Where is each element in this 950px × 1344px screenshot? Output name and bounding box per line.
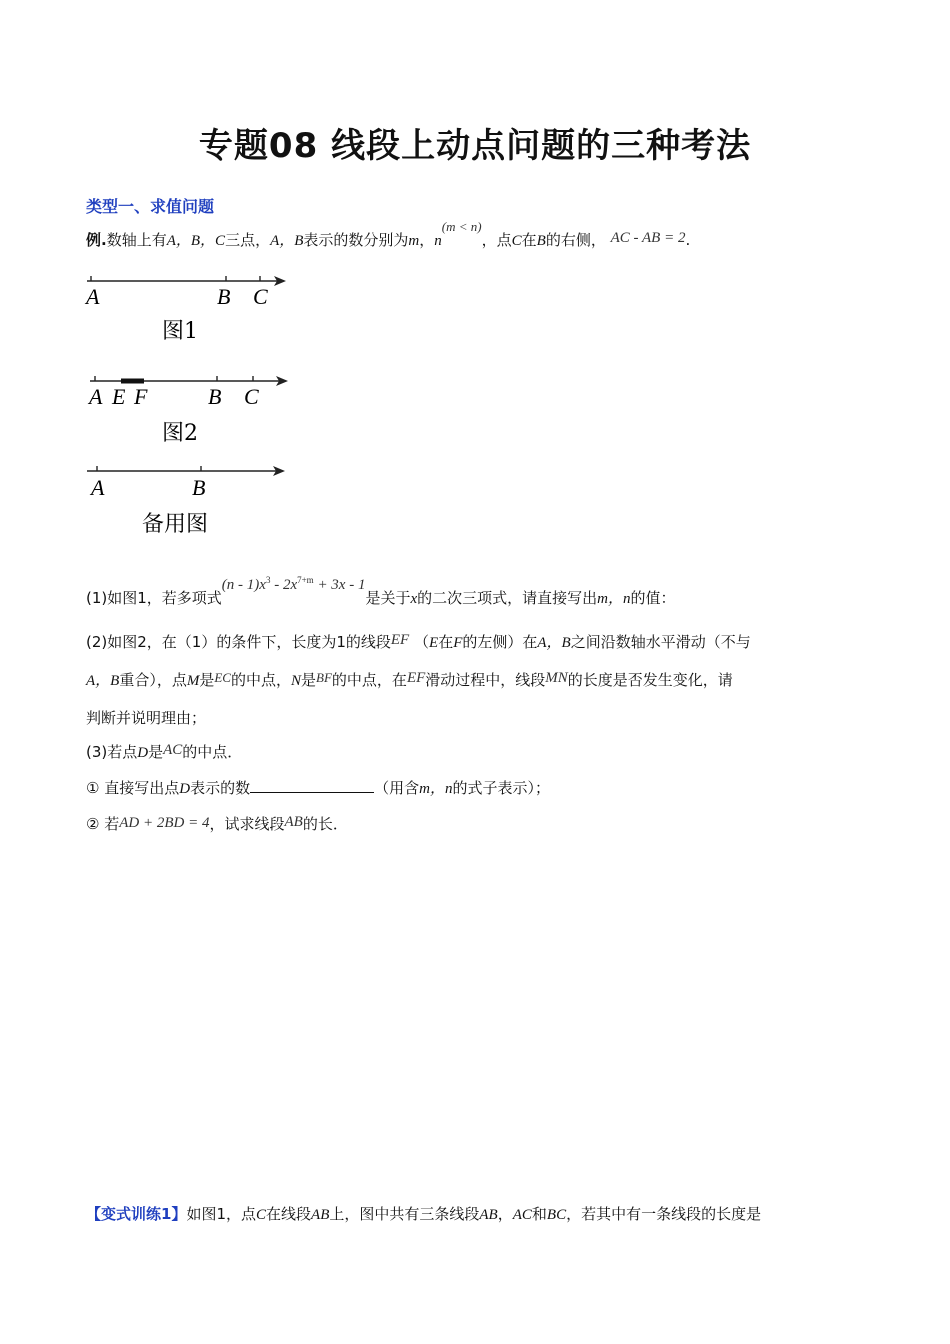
figure-spare-caption: 备用图 — [142, 512, 209, 537]
example-points: A，B — [270, 233, 304, 249]
variant-label: 【变式训练1】 — [86, 1205, 187, 1223]
circled-number-2: ② — [86, 815, 100, 833]
example-text: ，点 — [481, 231, 512, 249]
figure-1 — [80, 268, 300, 348]
question-text: ，试求线段 — [209, 815, 285, 833]
var-N: N — [291, 673, 302, 689]
var-D: D — [137, 745, 149, 761]
question-1 — [86, 575, 676, 609]
example-text: 三点， — [225, 231, 271, 249]
label-b: B — [217, 284, 231, 309]
figure-2-caption: 图2 — [162, 421, 198, 446]
question-3-sub-2 — [86, 814, 348, 835]
question-text: 之间沿数轴水平滑动（不与 — [570, 633, 751, 651]
equation-ac-ab: AC - AB = 2 — [610, 230, 686, 246]
variant-text: ，若其中有一条线段的长度是 — [566, 1205, 762, 1223]
label-c: C — [244, 384, 259, 409]
question-3-sub-1 — [86, 778, 550, 799]
var-m: m — [408, 233, 420, 249]
var-M: M — [186, 673, 200, 689]
var-F: F — [453, 635, 463, 651]
question-text: 直接写出点 — [99, 779, 180, 797]
question-text: 重合），点 — [119, 671, 187, 689]
segment-ab-symbol: AB — [284, 814, 303, 830]
question-text: 若 — [99, 815, 120, 833]
var-x: x — [410, 591, 418, 607]
label-e: E — [112, 384, 126, 409]
example-text: 在 — [521, 231, 537, 249]
example-text: . — [685, 231, 691, 249]
polynomial-formula — [222, 577, 366, 593]
label-c: C — [253, 284, 268, 309]
example-statement — [86, 219, 691, 251]
var-n: n — [434, 233, 442, 249]
question-text: 滑动过程中，线段 — [425, 671, 546, 689]
segment-ac-symbol: AC — [163, 742, 183, 758]
question-text: 如图1，若多项式 — [107, 589, 222, 607]
question-number: (1) — [86, 589, 108, 607]
var-E: E — [429, 635, 439, 651]
question-2-line-3: 判断并说明理由； — [86, 709, 207, 727]
poly-exponent: 7+m — [297, 575, 314, 585]
var-C: C — [256, 1207, 267, 1223]
question-text: 的值： — [630, 589, 676, 607]
question-text: 是关于 — [365, 589, 411, 607]
question-text: 是 — [148, 743, 164, 761]
question-text: 的左侧）在 — [462, 633, 538, 651]
question-text: 在 — [438, 633, 454, 651]
poly-part: - 2x — [270, 577, 298, 593]
var-mn: m，n — [597, 591, 631, 607]
var-AB: A，B — [86, 673, 120, 689]
var-BC: BC — [546, 1207, 567, 1223]
question-text: 是 — [199, 671, 215, 689]
question-text: （用含 — [374, 779, 420, 797]
example-text: ， — [419, 231, 435, 249]
variant-training-1 — [86, 1204, 761, 1225]
label-a: A — [91, 475, 105, 500]
label-a: A — [86, 284, 100, 309]
segment-mn-symbol: MN — [545, 670, 568, 686]
label-b: B — [208, 384, 222, 409]
condition-formula: (m < n) — [441, 219, 482, 234]
example-points: A，B，C — [166, 233, 226, 249]
question-text: 的中点， — [230, 671, 291, 689]
var-AB: AB — [311, 1207, 330, 1223]
question-text: 的二次三项式，请直接写出 — [417, 589, 598, 607]
var-B: B — [536, 233, 546, 249]
var-AB: A，B — [537, 635, 571, 651]
question-text: 的中点，在 — [331, 671, 407, 689]
example-text: 的右侧， — [545, 231, 606, 249]
label-a: A — [89, 384, 103, 409]
answer-blank[interactable] — [250, 778, 374, 793]
question-text: 如图2，在（1）的条件下，长度为1的线段 — [107, 633, 391, 651]
page-title: 专题08 线段上动点问题的三种考法 — [198, 126, 752, 166]
var-D: D — [179, 781, 191, 797]
figure-spare — [80, 458, 300, 538]
segment-ef-symbol: EF — [406, 670, 426, 686]
equation-ad-bd: AD + 2BD = 4 — [119, 815, 210, 831]
segment-ef-symbol: EF — [390, 632, 410, 648]
segment-bf-symbol: BF — [316, 670, 332, 685]
question-2-line-1 — [86, 632, 751, 653]
figure-2 — [80, 368, 310, 448]
question-number: (3) — [86, 743, 108, 761]
question-number: (2) — [86, 633, 108, 651]
label-b: B — [192, 475, 206, 500]
var-C: C — [511, 233, 522, 249]
example-label: 例. — [86, 231, 107, 249]
question-text: 的长度是否发生变化，请 — [567, 671, 733, 689]
section-heading-type1: 类型一、求值问题 — [86, 197, 215, 216]
poly-part: (n - 1)x — [221, 577, 266, 593]
variant-text: 上，图中共有三条线段 — [329, 1205, 480, 1223]
poly-exponent: 3 — [265, 575, 271, 585]
question-3 — [86, 742, 242, 763]
question-text: 的长． — [302, 815, 348, 833]
question-text: 是 — [301, 671, 317, 689]
question-text: 的式子表示）； — [452, 779, 550, 797]
example-text: 数轴上有 — [106, 231, 167, 249]
question-text: 的中点． — [182, 743, 243, 761]
variant-text: 和 — [531, 1205, 547, 1223]
label-f: F — [134, 384, 148, 409]
segment-ec-symbol: EC — [214, 670, 231, 685]
question-text: 若点 — [107, 743, 138, 761]
question-text: （ — [414, 633, 430, 651]
variant-text: 如图1，点 — [186, 1205, 256, 1223]
poly-part: + 3x - 1 — [313, 577, 366, 593]
variant-text: ， — [497, 1205, 513, 1223]
question-text: 表示的数 — [190, 779, 251, 797]
question-2-line-2 — [86, 670, 733, 691]
var-AC: AC — [512, 1207, 532, 1223]
circled-number-1: ① — [86, 779, 100, 797]
figure-1-caption: 图1 — [162, 319, 198, 344]
var-AB: AB — [479, 1207, 498, 1223]
example-text: 表示的数分别为 — [303, 231, 409, 249]
var-mn: m，n — [419, 781, 453, 797]
variant-text: 在线段 — [266, 1205, 312, 1223]
